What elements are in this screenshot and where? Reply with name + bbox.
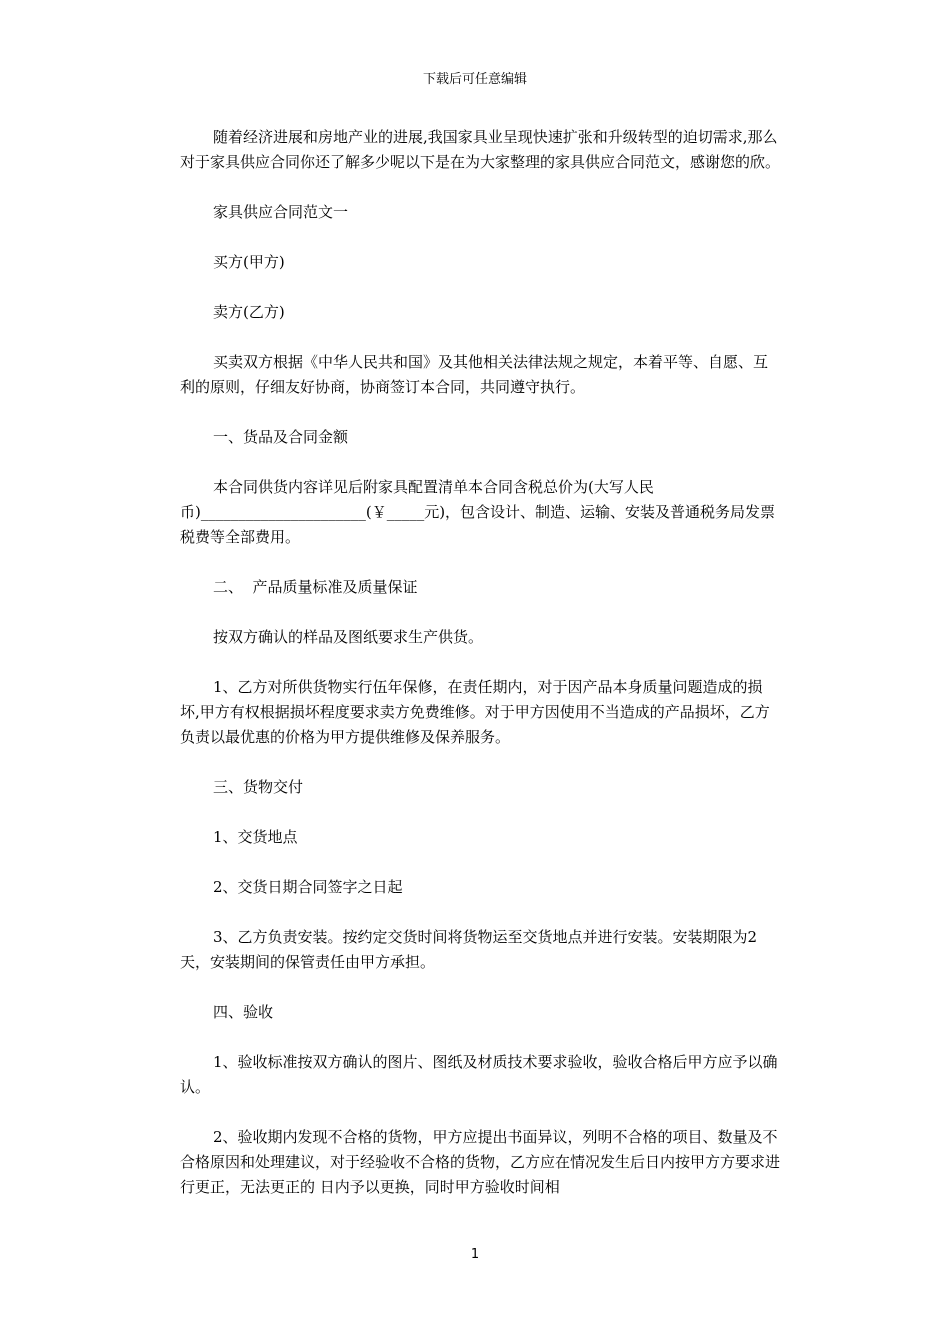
seller-line: 卖方(乙方) xyxy=(213,303,285,321)
intro-paragraph: 随着经济进展和房地产业的进展,我国家具业呈现快速扩张和升级转型的迫切需求,那么对于家具供应合同你还了解多少呢以下是在为大家整理的家具供应合同范文，感谢您的欣。 xyxy=(180,128,781,171)
section-2-paragraph: 按双方确认的样品及图纸要求生产供货。 xyxy=(213,628,484,646)
section-heading-4: 四、验收 xyxy=(213,1003,274,1021)
section-3-item-1: 1、交货地点 xyxy=(213,828,298,846)
section-heading-1: 一、货品及合同金额 xyxy=(213,428,349,446)
document-body xyxy=(180,125,780,1225)
preamble-paragraph: 买卖双方根据《中华人民共和国》及其他相关法律法规之规定，本着平等、自愿、互利的原则，仔细友好协商，协商签订本合同，共同遵守执行。 xyxy=(180,353,769,396)
section-1-paragraph: 本合同供货内容详见后附家具配置清单本合同含税总价为(大写人民币)______________________(￥_____元)，包含设计、制造、运输、安装及普通税务局发票税费等全部费用。 xyxy=(180,478,776,546)
section-heading-3: 三、货物交付 xyxy=(213,778,304,796)
page-number: 1 xyxy=(470,1247,480,1262)
section-2-item-1: 1、乙方对所供货物实行伍年保修，在责任期内，对于因产品本身质量问题造成的损坏,甲方有权根据损坏程度要求卖方免费维修。对于甲方因使用不当造成的产品损坏，乙方负责以最优惠的价格为甲方提供维修及保养服务。 xyxy=(180,678,770,746)
section-4-item-1: 1、验收标准按双方确认的图片、图纸及材质技术要求验收，验收合格后甲方应予以确认。 xyxy=(180,1053,778,1096)
section-3-item-2: 2、交货日期合同签字之日起 xyxy=(213,878,403,896)
buyer-line: 买方(甲方) xyxy=(213,253,285,271)
section-4-item-2: 2、验收期内发现不合格的货物，甲方应提出书面异议，列明不合格的项目、数量及不合格原因和处理建议，对于经验收不合格的货物，乙方应在情况发生后日内按甲方方要求进行更正，无法更正的 日内予以更换，同时甲方验收时间相 xyxy=(180,1128,781,1196)
page-header: 下载后可任意编辑 xyxy=(422,72,527,87)
section-heading-2: 二、 产品质量标准及质量保证 xyxy=(213,578,418,596)
contract-title: 家具供应合同范文一 xyxy=(213,203,349,221)
section-3-item-3: 3、乙方负责安装。按约定交货时间将货物运至交货地点并进行安装。安装期限为2天，安装期间的保管责任由甲方承担。 xyxy=(180,928,758,971)
